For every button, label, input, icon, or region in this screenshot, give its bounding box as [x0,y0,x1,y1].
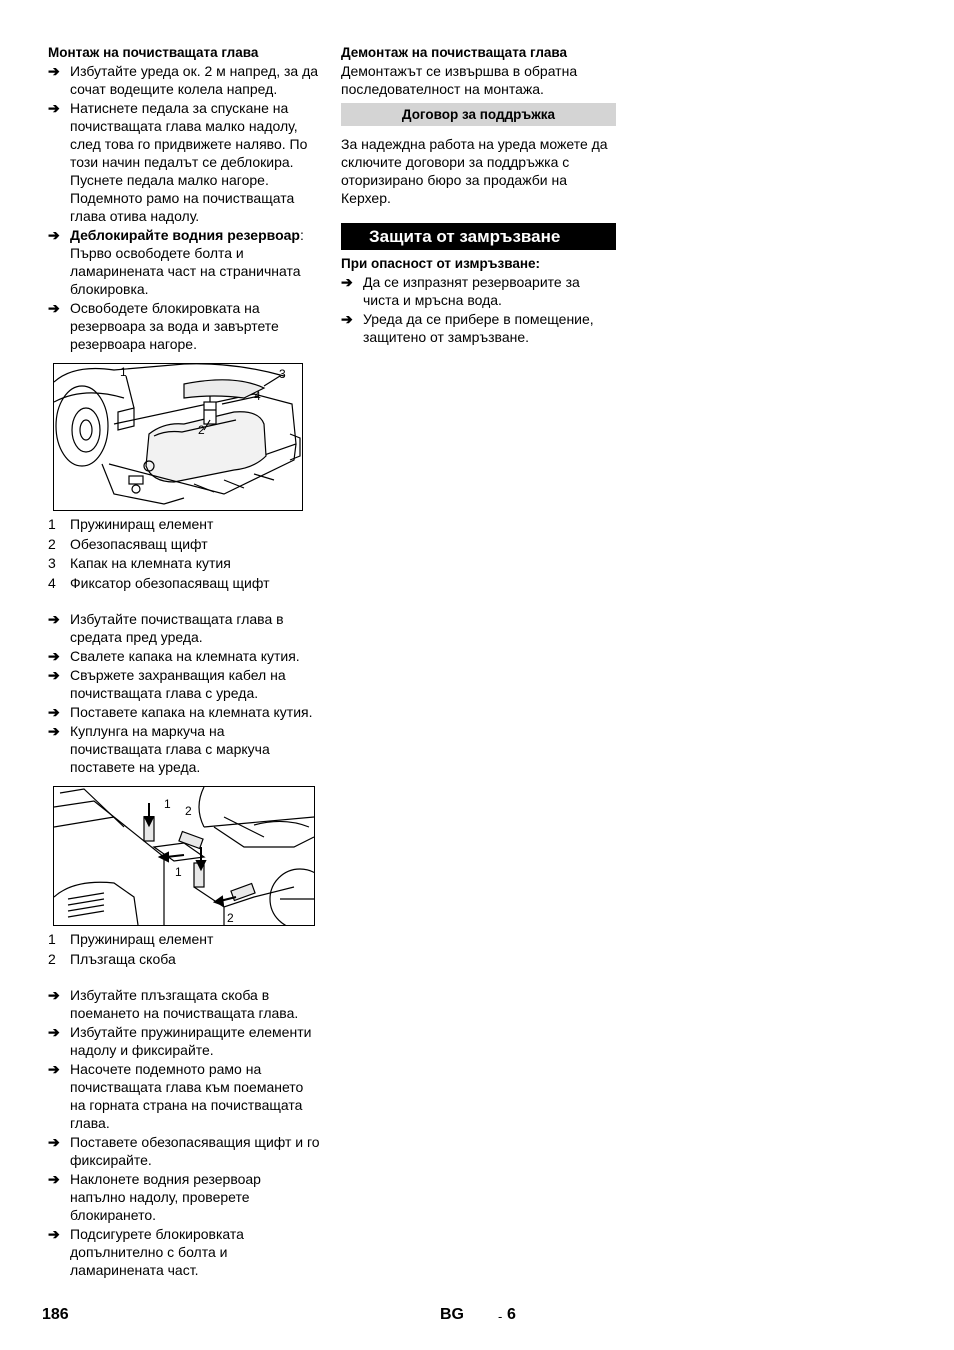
maintenance-section-title: Договор за поддръжка [341,103,616,126]
footer-dash: - [498,1309,503,1324]
callout-label: 1 [175,865,182,879]
frost-steps-list [341,273,616,346]
list-item: ➔ Куплунга на маркуча на почистващата глава с маркуча поставете на уреда. [48,723,270,775]
section-number: 6 [507,1306,516,1323]
callout-label: 1 [120,365,127,379]
maintenance-text: За надеждна работа на уреда можете да сключите договори за поддръжка с оторизирано бюро за продажби на Керхер. [341,136,608,206]
arrow-right-icon: ➔ [48,1061,60,1077]
figure2-legend [48,930,320,969]
frost-section-title: Защита от замръзване [341,223,616,250]
arrow-right-icon: ➔ [48,723,60,739]
arrow-right-icon: ➔ [48,667,60,683]
figure1-legend [48,515,320,593]
arrow-right-icon: ➔ [48,227,60,243]
arrow-right-icon: ➔ [48,1226,60,1242]
mount-heading: Монтаж на почистващата глава [48,45,259,60]
callout-label: 4 [254,389,261,403]
list-item: ➔ Подсигурете блокировката допълнително с болта и ламаринената част. [48,1226,244,1278]
arrow-right-icon: ➔ [48,704,60,720]
callout-label: 2 [227,911,234,925]
page-number: 186 [42,1306,69,1323]
list-item: ➔ Уреда да се прибере в помещение, защитено от замръзване. [341,311,594,345]
right-column [341,44,616,347]
figure-spring-elements [53,786,315,926]
arrow-right-icon: ➔ [48,100,60,116]
list-item: ➔ Да се изпразнят резервоарите за чиста и мръсна вода. [341,274,580,308]
arrow-right-icon: ➔ [48,1171,60,1187]
arrow-right-icon: ➔ [48,1134,60,1150]
list-item: ➔ Насочете подемното рамо на почистващата глава към поемането на горната страна на почистващата глава. [48,1061,304,1131]
arrow-right-icon: ➔ [48,63,60,79]
arrow-right-icon: ➔ [341,274,353,290]
spring-clamp-illustration [54,787,314,925]
left-column [48,44,320,1280]
list-item: ➔ Деблокирайте водния резервоар: Първо освободете болта и ламаринената част на страничната блокировка. [48,227,304,297]
mount-steps-list [48,62,320,353]
arrow-right-icon: ➔ [48,300,60,316]
arrow-right-icon: ➔ [48,1024,60,1040]
legend-item: 2 Плъзгаща скоба [48,950,176,967]
arrow-right-icon: ➔ [48,611,60,627]
list-item: ➔ Избутайте уреда ок. 2 м напред, за да сочат водещите колела напред. [48,63,319,97]
callout-label: 3 [279,367,286,381]
arrow-right-icon: ➔ [341,311,353,327]
mount-steps-list-3 [48,986,320,1279]
dismount-text: Демонтажът се извършва в обратна последователност на монтажа. [341,63,578,97]
callout-label: 2 [185,804,192,818]
callout-label: 2 [198,423,205,437]
legend-item: 1 Пружиниращ елемент [48,931,214,947]
list-item: ➔ Избутайте плъзгащата скоба в поемането на почистващата глава. [48,987,299,1021]
frost-subheading: При опасност от измръзване: [341,256,541,271]
legend-item: 1 Пружиниращ елемент [48,516,214,532]
list-item: ➔ Натиснете педала за спускане на почистващата глава малко надолу, след това го придвижете наляво. По този начин педалът се деблокира. Пуснете педала малко нагоре. Подемното рамо на почистващата глава отива надолу. [48,100,308,224]
list-item: ➔ Свалете капака на клемната кутия. [48,648,300,664]
list-item: ➔ Освободете блокировката на резервоара за вода и завъртете резервоара нагоре. [48,300,279,352]
legend-item: 3 Капак на клемната кутия [48,555,231,571]
arrow-right-icon: ➔ [48,648,60,664]
mount-steps-list-2 [48,610,320,776]
list-item: ➔ Избутайте почистващата глава в средата пред уреда. [48,611,284,645]
list-item: ➔ Избутайте пружиниращите елементи надолу и фиксирайте. [48,1024,312,1058]
arrow-right-icon: ➔ [48,987,60,1003]
list-item: ➔ Наклонете водния резервоар напълно надолу, проверете блокирането. [48,1171,261,1223]
list-item: ➔ Свържете захранващия кабел на почистващата глава с уреда. [48,667,286,701]
dismount-heading: Демонтаж на почистващата глава [341,45,568,60]
list-item: ➔ Поставете капака на клемната кутия. [48,704,313,720]
machine-tank-illustration [54,364,302,510]
figure-water-tank [53,363,303,511]
language-code: BG [440,1306,464,1323]
legend-item: 4 Фиксатор обезопасяващ щифт [48,574,270,591]
callout-label: 1 [164,797,171,811]
list-item: ➔ Поставете обезопасяващия щифт и го фиксирайте. [48,1134,320,1168]
legend-item: 2 Обезопасяващ щифт [48,535,208,552]
